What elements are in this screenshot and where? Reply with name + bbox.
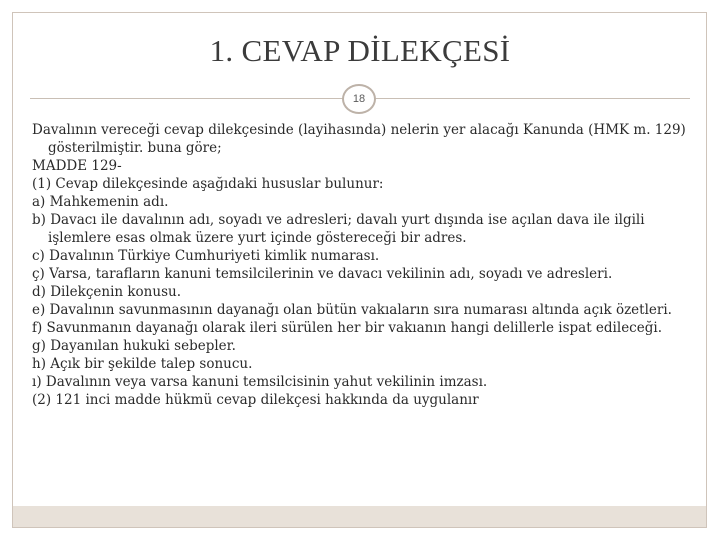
body-paragraph: ç) Varsa, tarafların kanuni temsilcilerinin ve davacı vekilinin adı, soyadı ve adresleri.	[32, 266, 613, 282]
body-paragraph: f) Savunmanın dayanağı olarak ileri sürülen her bir vakıanın hangi delillerle ispat edileceği.	[32, 320, 662, 336]
body-paragraph: MADDE 129-	[32, 158, 122, 174]
page-number-badge: 18	[342, 84, 376, 114]
bottom-band	[13, 506, 706, 527]
body-paragraph: d) Dilekçenin konusu.	[32, 284, 181, 300]
body-paragraph: b) Davacı ile davalının adı, soyadı ve adresleri; davalı yurt dışında ise açılan dava ile ilgili işlemlere esas olmak üzere yurt içinde göstereceği bir adres.	[32, 212, 645, 246]
slide-body	[32, 121, 692, 409]
body-paragraph: h) Açık bir şekilde talep sonucu.	[32, 356, 253, 372]
body-paragraph: (2) 121 inci madde hükmü cevap dilekçesi hakkında da uygulanır	[32, 392, 479, 408]
slide-title: 1. CEVAP DİLEKÇESİ	[209, 33, 511, 68]
body-paragraph: ı) Davalının veya varsa kanuni temsilcisinin yahut vekilinin imzası.	[32, 374, 488, 390]
body-paragraph: (1) Cevap dilekçesinde aşağıdaki hususlar bulunur:	[32, 176, 384, 192]
body-paragraph: g) Dayanılan hukuki sebepler.	[32, 338, 236, 354]
body-paragraph: c) Davalının Türkiye Cumhuriyeti kimlik numarası.	[32, 248, 380, 264]
body-paragraph: e) Davalının savunmasının dayanağı olan bütün vakıaların sıra numarası altında açık özetleri.	[32, 302, 672, 318]
body-paragraph: Davalının vereceği cevap dilekçesinde (layihasında) nelerin yer alacağı Kanunda (HMK m. 129) gösterilmiştir. buna göre;	[32, 122, 686, 156]
body-paragraph: a) Mahkemenin adı.	[32, 194, 169, 210]
